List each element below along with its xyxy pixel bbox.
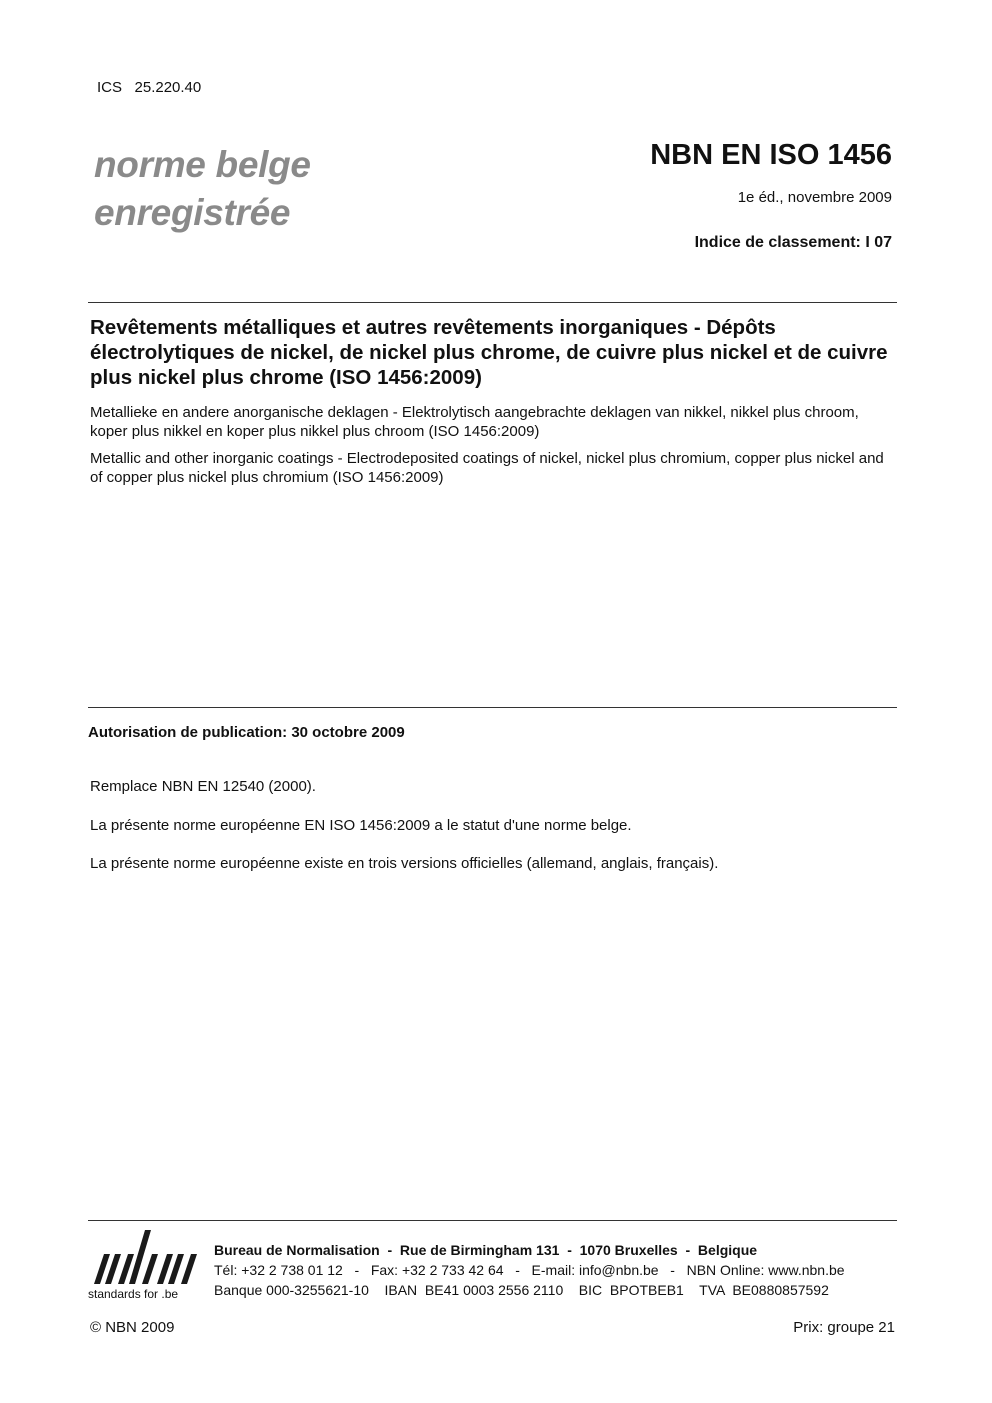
- brand-line-2: enregistrée: [94, 192, 291, 233]
- footer-address: Bureau de Normalisation - Rue de Birmingham 131 - 1070 Bruxelles - Belgique: [214, 1242, 758, 1258]
- divider-top: [88, 302, 897, 303]
- edition-info: 1e éd., novembre 2009: [737, 189, 892, 206]
- note-replaces: Remplace NBN EN 12540 (2000).: [90, 778, 316, 795]
- note-status: La présente norme européenne EN ISO 1456:2009 a le statut d'une norme belge.: [90, 817, 632, 834]
- footer-contact: Tél: +32 2 738 01 12 - Fax: +32 2 733 42 64 - E-mail: info@nbn.be - NBN Online: www.nbn.be: [214, 1262, 845, 1278]
- divider-footer: [88, 1220, 897, 1221]
- brand-line-1: norme belge: [94, 144, 311, 185]
- copyright: © NBN 2009: [90, 1319, 175, 1336]
- standard-number: NBN EN ISO 1456: [650, 139, 892, 171]
- title-french: Revêtements métalliques et autres revêtements inorganiques - Dépôts électrolytiques de nickel, de nickel plus chrome, de cuivre plus nickel et de cuivre plus nickel plus chrome (ISO 1456:2009): [90, 316, 888, 389]
- price-group: Prix: groupe 21: [793, 1319, 895, 1336]
- footer-bank: Banque 000-3255621-10 IBAN BE41 0003 2556 2110 BIC BPOTBEB1 TVA BE0880857592: [214, 1282, 829, 1298]
- divider-middle: [88, 707, 897, 708]
- publication-authorisation: Autorisation de publication: 30 octobre 2009: [88, 724, 405, 741]
- ics-code: ICS 25.220.40: [97, 79, 202, 96]
- title-english: Metallic and other inorganic coatings - Electrodeposited coatings of nickel, nickel plus chromium, copper plus nickel and of copper plus nickel plus chromium (ISO 1456:2009): [90, 450, 884, 486]
- note-versions: La présente norme européenne existe en trois versions officielles (allemand, anglais, français).: [90, 855, 719, 872]
- classification-index: Indice de classement: I 07: [694, 234, 892, 251]
- logo-tagline: standards for .be: [88, 1287, 179, 1301]
- brand-heading: [94, 141, 311, 237]
- title-dutch: Metallieke en andere anorganische deklagen - Elektrolytisch aangebrachte deklagen van nikkel, nikkel plus chroom, koper plus nikkel en koper plus nikkel plus chroom (ISO 1456:2009): [90, 404, 859, 440]
